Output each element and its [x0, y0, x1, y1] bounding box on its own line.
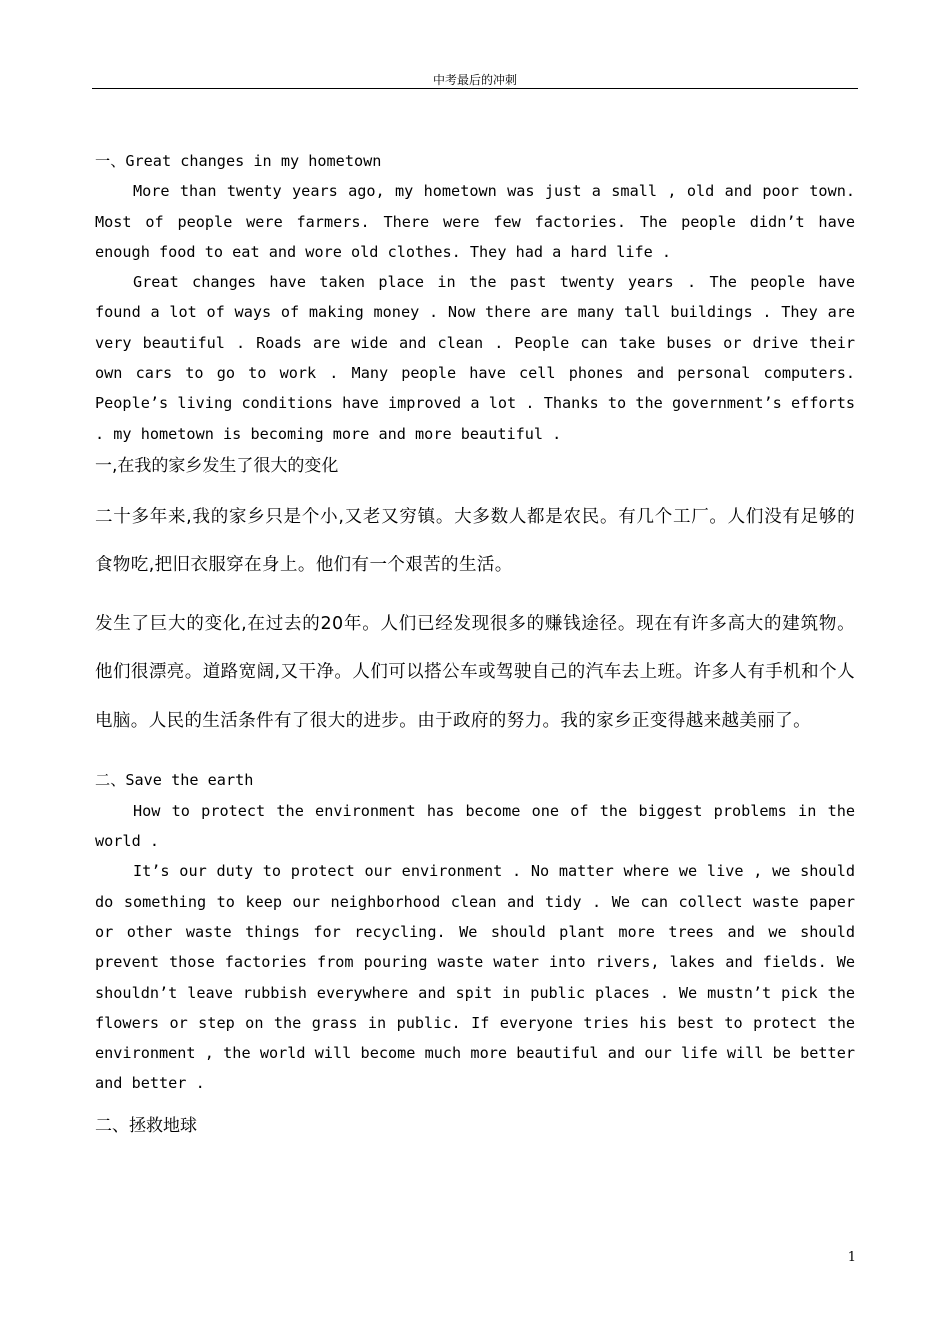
document-body	[95, 146, 855, 1143]
spacer	[95, 483, 855, 493]
page-header-title: 中考最后的冲刺	[432, 73, 517, 87]
section2-paragraph-1: How to protect the environment has become one of the biggest problems in the world .	[95, 801, 855, 851]
spacer	[95, 1099, 855, 1109]
section1-paragraph-1: More than twenty years ago, my hometown was just a small , old and poor town. Most of people were farmers. There were few factories. The people didn’t have enough food to eat and wore old clothes. They had a hard life .	[95, 182, 855, 261]
section1-chinese-heading: 一,在我的家乡发生了很大的变化	[95, 455, 339, 476]
header-divider	[92, 88, 858, 89]
section1-heading: 一、Great changes in my hometown	[95, 152, 382, 170]
section2-paragraph-2: It’s our duty to protect our environment . No matter where we live , we should do something to keep our neighborhood clean and tidy . We can collect waste paper or other waste things for recycling. We should plant more trees and we should prevent those factories from pouring waste water into rivers, lakes and fields. We shouldn’t leave rubbish everywhere and spit in public places . We mustn’t pick the flowers or step on the grass in public. If everyone tries his best to protect the environment , the world will become much more beautiful and our life will be better and better .	[95, 862, 855, 1093]
section2-chinese-heading: 二、拯救地球	[95, 1115, 197, 1136]
page-number: 1	[847, 1250, 856, 1265]
section1-chinese-paragraph-2: 发生了巨大的变化,在过去的20年。人们已经发现很多的赚钱途径。现在有许多高大的建筑物。他们很漂亮。道路宽阔,又干净。人们可以搭公车或驾驶自己的汽车去上班。许多人有手机和个人电脑。人民的生活条件有了很大的进步。由于政府的努力。我的家乡正变得越来越美丽了。	[95, 613, 855, 731]
section2-heading: 二、Save the earth	[95, 771, 254, 790]
section1-paragraph-2: Great changes have taken place in the past twenty years . The people have found a lot of ways of making money . Now there are many tall buildings . They are very beautiful . Roads are wide and clean . People can take buses or drive their own cars to go to work . Many people have cell phones and personal computers. People’s living conditions have improved a lot . Thanks to the government’s efforts . my hometown is becoming more and more beautiful .	[95, 273, 855, 443]
spacer	[95, 590, 855, 600]
spacer	[95, 745, 855, 765]
section1-chinese-paragraph-1: 二十多年来,我的家乡只是个小,又老又穷镇。大多数人都是农民。有几个工厂。人们没有足够的食物吃,把旧衣服穿在身上。他们有一个艰苦的生活。	[95, 506, 855, 576]
